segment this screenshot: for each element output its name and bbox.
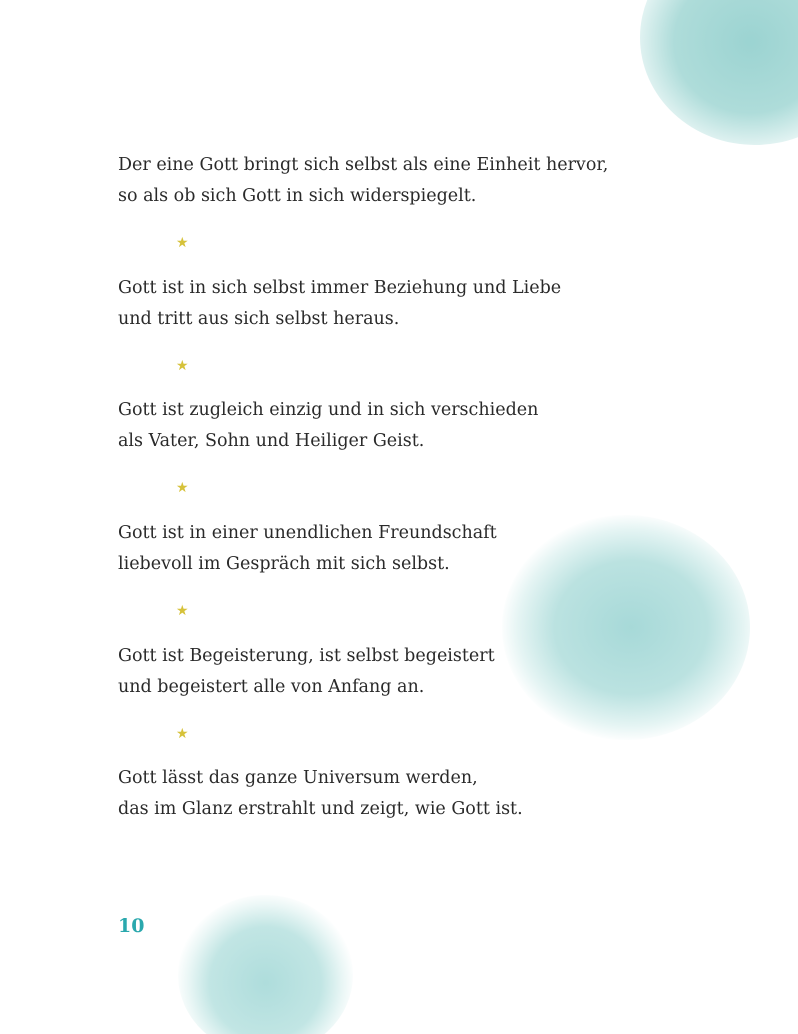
watercolor-dot-bottom (178, 895, 353, 1034)
stanza-line: Gott lässt das ganze Universum werden, (118, 768, 478, 788)
star-icon: ★ (176, 235, 189, 251)
stanza-line: Gott ist Begeisterung, ist selbst begeistert (118, 646, 495, 666)
stanza-4 (118, 518, 497, 580)
stanza-line: als Vater, Sohn und Heiliger Geist. (118, 431, 425, 451)
stanza-line: Gott ist zugleich einzig und in sich verschieden (118, 400, 539, 420)
stanza-line: das im Glanz erstrahlt und zeigt, wie Gott ist. (118, 799, 523, 819)
stanza-line: Gott ist in einer unendlichen Freundschaft (118, 523, 497, 543)
star-icon: ★ (176, 358, 189, 374)
stanza-line: Der eine Gott bringt sich selbst als eine Einheit hervor, (118, 155, 609, 175)
star-icon: ★ (176, 603, 189, 619)
page-number: 10 (118, 915, 145, 937)
stanza-3 (118, 395, 538, 457)
stanza-line: Gott ist in sich selbst immer Beziehung und Liebe (118, 278, 562, 298)
stanza-line: und tritt aus sich selbst heraus. (118, 309, 400, 329)
stanza-5 (118, 641, 495, 703)
star-icon: ★ (176, 726, 189, 742)
star-icon: ★ (176, 480, 189, 496)
stanza-2 (118, 273, 561, 335)
stanza-6 (118, 763, 523, 825)
stanza-line: und begeistert alle von Anfang an. (118, 677, 425, 697)
stanza-line: liebevoll im Gespräch mit sich selbst. (118, 554, 450, 574)
stanza-line: so als ob sich Gott in sich widerspiegelt. (118, 186, 477, 206)
watercolor-dot-middle-right (502, 515, 750, 740)
watercolor-dot-top-right (640, 0, 798, 145)
stanza-1 (118, 150, 608, 212)
